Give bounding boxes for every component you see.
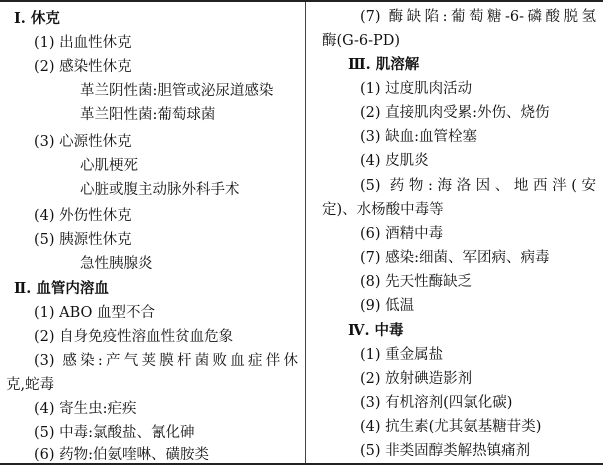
- list-item: (6) 酒精中毒: [360, 226, 444, 242]
- list-item: (3) 心源性休克: [34, 134, 132, 150]
- list-item: (2) 自身免疫性溶血性贫血危象: [34, 329, 234, 345]
- list-item: (5) 药物:海洛因、地西泮(安: [360, 178, 596, 194]
- list-item: (1) 重金属盐: [360, 347, 444, 363]
- list-item: (3) 缺血:血管栓塞: [360, 129, 478, 145]
- list-item: 革兰阴性菌:胆管或泌尿道感染: [80, 83, 274, 99]
- list-item: 急性胰腺炎: [80, 256, 153, 272]
- list-item: (2) 直接肌肉受累:外伤、烧伤: [360, 105, 550, 121]
- list-item: 心肌梗死: [80, 158, 138, 174]
- list-item: (3) 感染:产气荚膜杆菌败血症伴休: [34, 353, 298, 369]
- list-item: (5) 中毒:氯酸盐、氰化砷: [34, 425, 195, 441]
- list-item: (5) 非类固醇类解热镇痛剂: [360, 443, 531, 459]
- list-item-continuation: 定)、水杨酸中毒等: [322, 202, 444, 218]
- list-item: 心脏或腹主动脉外科手术: [80, 182, 240, 198]
- list-item: (2) 放射碘造影剂: [360, 371, 473, 387]
- list-item: (1) 过度肌肉活动: [360, 81, 473, 97]
- list-item: (7) 感染:细菌、军团病、病毒: [360, 250, 550, 266]
- list-item: (8) 先天性酶缺乏: [360, 274, 473, 290]
- list-item: (7) 酶缺陷:葡萄糖-6-磷酸脱氢: [360, 9, 596, 25]
- list-item-continuation: 克,蛇毒: [6, 377, 55, 393]
- list-item: (4) 皮肌炎: [360, 153, 429, 169]
- list-item: (4) 寄生虫:疟疾: [34, 401, 137, 417]
- heading-rhabdomyolysis: Ⅲ. 肌溶解: [348, 56, 420, 73]
- list-item: (9) 低温: [360, 298, 415, 314]
- list-item: (2) 感染性休克: [34, 59, 132, 75]
- right-column: [306, 2, 603, 463]
- list-item: (4) 外伤性休克: [34, 208, 132, 224]
- heading-poisoning: Ⅳ. 中毒: [348, 322, 404, 339]
- list-item: (4) 抗生素(尤其氨基糖苷类): [360, 419, 542, 435]
- left-column: [0, 2, 306, 463]
- list-item: (5) 胰源性休克: [34, 232, 132, 248]
- list-item-continuation: 酶(G-6-PD): [322, 33, 401, 49]
- list-item: (6) 药物:伯氨喹啉、磺胺类: [34, 447, 210, 463]
- list-item: (3) 有机溶剂(四氯化碳): [360, 395, 513, 411]
- list-item: (1) 出血性休克: [34, 35, 132, 51]
- heading-shock: Ⅰ. 休克: [14, 10, 60, 27]
- list-item: 革兰阳性菌:葡萄球菌: [80, 107, 216, 123]
- heading-hemolysis: Ⅱ. 血管内溶血: [14, 280, 109, 297]
- list-item: (1) ABO 血型不合: [34, 305, 156, 321]
